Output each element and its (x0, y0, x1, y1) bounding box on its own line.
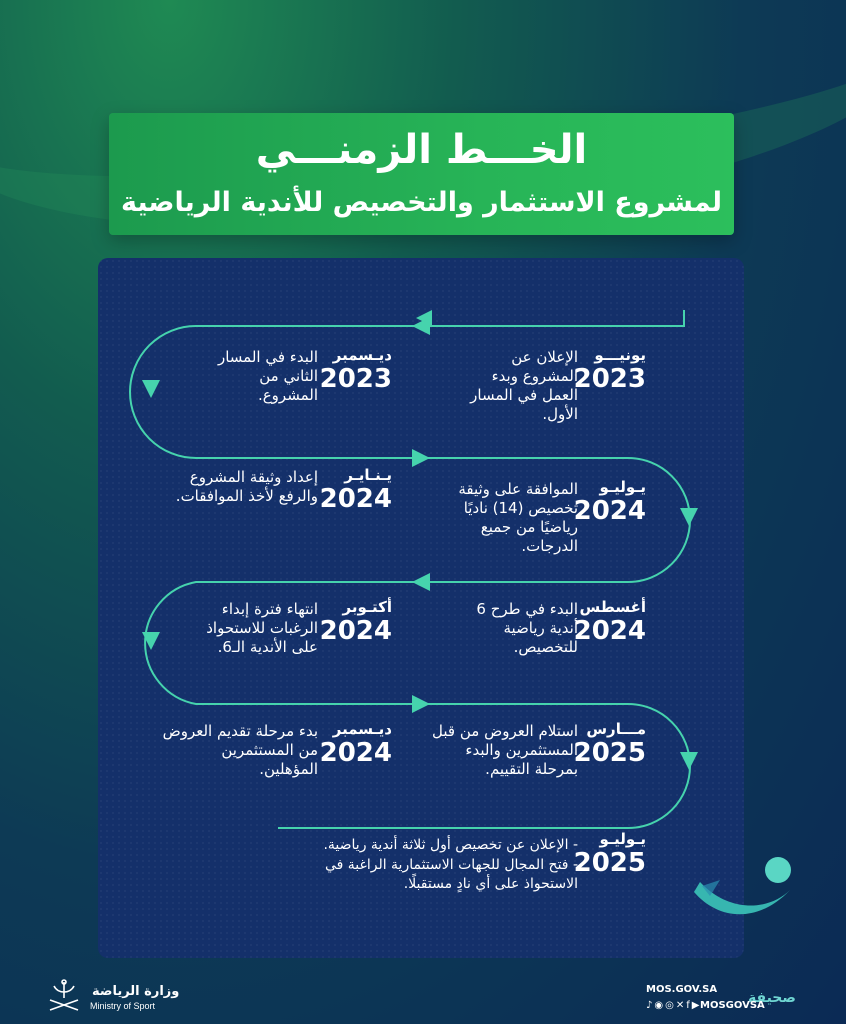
entry-description: انتهاء فترة إبداء الرغبات للاستحواذ على الأندية الـ6. (206, 600, 318, 656)
ministry-emblem-icon (44, 978, 84, 1016)
facebook-icon[interactable]: f (686, 1000, 692, 1011)
entry-description-line-2: - فتح المجال للجهات الاستثمارية الراغبة في الاستحواذ على أي نادٍ مستقبلًا. (324, 857, 578, 892)
entry-year: 2024 (319, 616, 392, 646)
page-title: الخـــط الزمنـــي (255, 127, 588, 173)
timeline-entry-dec-2023 (319, 346, 392, 394)
entry-description-line-1: - الإعلان عن تخصيص أول ثلاثة أندية رياضية. (323, 837, 578, 853)
ministry-name-arabic: وزارة الرياضة (92, 984, 180, 999)
entry-month: يـنـايـر (344, 466, 392, 484)
social-handle: MOSGOVSA (700, 1000, 765, 1011)
x-icon[interactable]: ✕ (675, 1000, 687, 1011)
timeline-entry-jan-2024 (319, 466, 392, 514)
entry-description: الموافقة على وثيقة تخصيص (14) ناديًا رياضيًا من جميع الدرجات. (458, 480, 578, 555)
entry-year: 2024 (319, 738, 392, 768)
entry-year: 2025 (573, 738, 646, 768)
youtube-icon[interactable]: ▶ (691, 1000, 702, 1011)
website-url[interactable]: MOS.GOV.SA (646, 984, 718, 995)
entry-year: 2023 (573, 364, 646, 394)
entry-month: مـــارس (586, 720, 646, 738)
entry-year: 2024 (573, 616, 646, 646)
sabq-logo-icon (690, 852, 800, 942)
entry-year: 2024 (319, 484, 392, 514)
timeline-entry-jul-2025 (573, 830, 646, 878)
entry-description: الإعلان عن المشروع وبدء العمل في المسار الأول. (470, 348, 578, 423)
instagram-icon[interactable]: ◎ (665, 1000, 676, 1011)
ministry-name-english: Ministry of Sport (90, 1001, 156, 1011)
entry-description: إعداد وثيقة المشروع والرفع لأخذ الموافقات. (175, 468, 318, 505)
timeline-entry-mar-2025 (573, 720, 646, 768)
header-banner (109, 113, 734, 235)
entry-description: البدء في طرح 6 أندية رياضية للتخصيص. (476, 600, 578, 656)
entry-description: استلام العروض من قبل المستثمرين والبدء بمرحلة التقييم. (432, 722, 578, 778)
timeline-entry-oct-2024 (319, 598, 392, 646)
entry-month: ديـسمبر (332, 346, 392, 364)
entry-year: 2024 (573, 496, 646, 526)
entry-month: يـوليـو (599, 478, 646, 496)
timeline-entry-aug-2024 (573, 598, 646, 646)
entry-description: البدء في المسار الثاني من المشروع. (217, 348, 318, 404)
entry-description: بدء مرحلة تقديم العروض من المستثمرين المؤهلين. (162, 722, 318, 778)
tiktok-icon[interactable]: ♪ (646, 1000, 655, 1011)
entry-year: 2025 (573, 848, 646, 878)
entry-month: يونيـــو (594, 346, 646, 364)
timeline-entry-jul-2024 (573, 478, 646, 526)
entry-month: ديـسمبر (332, 720, 392, 738)
entry-month: أغسطس (579, 598, 646, 616)
entry-month: أكتـوبر (342, 598, 392, 616)
social-icons (646, 1000, 701, 1011)
sabq-brand-text: صحيفة (748, 990, 796, 1006)
snapchat-icon[interactable]: ◉ (654, 1000, 666, 1011)
timeline-entry-jun-2023 (573, 346, 646, 394)
timeline-entry-dec-2024 (319, 720, 392, 768)
page-subtitle: لمشروع الاستثمار والتخصيص للأندية الرياضية (120, 187, 723, 218)
entry-month: يـوليـو (599, 830, 646, 848)
entry-year: 2023 (319, 364, 392, 394)
